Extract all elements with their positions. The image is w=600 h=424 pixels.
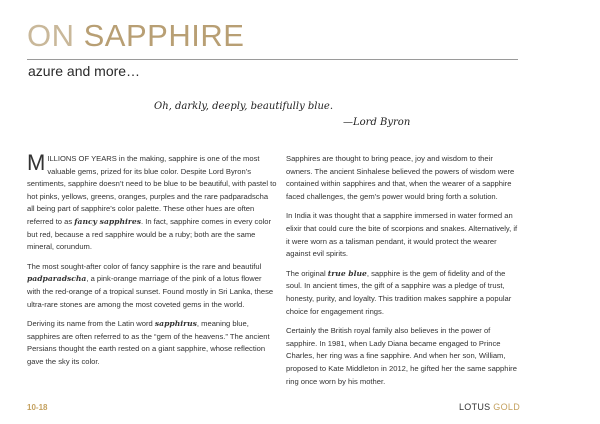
brand-part-1: LOTUS: [458, 402, 494, 412]
paragraph: In India it was thought that a sapphire immersed in water formed an elixir that could cure the bite of scorpions and snakes. Alternatively, if it were worn as a talisman pendant, it would protect the wearer against evil spirits.: [286, 211, 518, 259]
paragraph: MILLIONS OF YEARS in the making, sapphire is one of the most valuable gems, prized for its blue color. Despite Lord Byron’s sentiments, sapphire doesn’t need to be blue to be beautiful, with pastel to hot pinks, yellows, greens, oranges, purples and the rare padparadscha all being part of sapphire’s color palette. These other hues are often referred to as fancy sapphires. In fact, sapphire comes in every color but red, because a red sapphire would be a ruby; both are the same mineral, corundum.: [27, 150, 277, 252]
emphasis: padparadscha: [27, 274, 87, 284]
page-title: [27, 20, 244, 51]
quote-text: Oh, darkly, deeply, beautifully blue.: [154, 101, 334, 112]
emphasis: true blue: [327, 268, 367, 278]
title-divider: [27, 59, 518, 60]
emphasis: sapphirus: [154, 319, 197, 329]
page-number: 10-18: [27, 403, 48, 412]
paragraph: The original true blue, sapphire is the gem of fidelity and of the soul. In ancient times, the gift of a sapphire was a pledge of trust, honesty, purity, and loyalty. This tradition makes sapphire a popular choice for engagement rings.: [286, 268, 512, 316]
drop-cap: M: [27, 150, 46, 175]
brand-logo: [459, 402, 520, 412]
paragraph: Deriving its name from the Latin word sapphirus, meaning blue, sapphires are often referred to as the “gem of the heavens.” The ancient Persians thought the earth rested on a giant sapphire, whose reflection gave the sky its color.: [27, 319, 270, 366]
paragraph: Sapphires are thought to bring peace, joy and wisdom to their owners. The ancient Sinhalese believed the powers of wisdom were contained within sapphires and that, when the wearer of a sapphire faced challenges, the gem’s power would bring forth a solution.: [286, 154, 515, 201]
title-main: SAPPHIRE: [83, 18, 245, 53]
paragraph: Certainly the British royal family also believes in the power of sapphire. In 1981, when Lady Diana became engaged to Prince Charles, her ring was a fine sapphire. And when her son, William, proposed to Kate Middleton in 2012, he gifted her the same sapphire ring once worn by his mother.: [286, 326, 517, 386]
title-prefix: ON: [27, 18, 84, 53]
emphasis: fancy sapphires: [74, 216, 141, 226]
quote-attribution: —Lord Byron: [343, 117, 411, 128]
paragraph: The most sought-after color of fancy sapphire is the rare and beautiful padparadscha, a pink-orange marriage of the pink of a lotus flower with the red-orange of a tropical sunset. Found mostly in Sri Lanka, these ultra-rare stones are among the most coveted gems in the world.: [27, 261, 274, 309]
left-column: [27, 150, 277, 376]
right-column: [286, 153, 518, 395]
subtitle: azure and more…: [28, 63, 141, 79]
brand-part-2: GOLD: [493, 402, 520, 412]
